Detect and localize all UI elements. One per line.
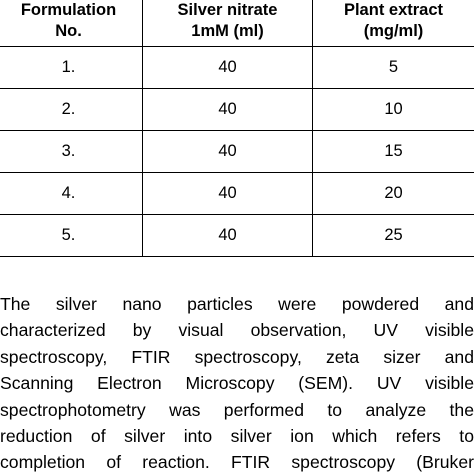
cell-plant-extract: 5 xyxy=(313,47,474,89)
cell-silver-nitrate: 40 xyxy=(143,47,313,89)
paragraph-line: spectroscopy, FTIR spectroscopy, zeta sizer and xyxy=(0,346,474,367)
cell-silver-nitrate: 40 xyxy=(143,215,313,257)
header-formulation-no xyxy=(0,0,143,47)
cell-plant-extract: 25 xyxy=(313,215,474,257)
table-body xyxy=(0,47,474,257)
table-row xyxy=(0,173,474,215)
paragraph-line: reduction of silver into silver ion which refers to xyxy=(0,426,474,447)
paragraph-line: Scanning Electron Microscopy (SEM). UV visible xyxy=(0,373,474,394)
table-row xyxy=(0,131,474,173)
header-plant-extract xyxy=(313,0,474,47)
header-text: 1mM (ml) xyxy=(191,21,264,40)
paragraph-line: spectrophotometry was performed to analyze the xyxy=(0,399,474,420)
table-row xyxy=(0,215,474,257)
header-text: (mg/ml) xyxy=(363,21,424,40)
cell-formulation-no: 1. xyxy=(0,47,143,89)
cell-plant-extract: 15 xyxy=(313,131,474,173)
table-header xyxy=(0,0,474,47)
cell-formulation-no: 4. xyxy=(0,173,143,215)
table-header-row xyxy=(0,0,474,47)
table-row xyxy=(0,47,474,89)
paragraph-line: completion of reaction. FTIR spectroscopy (Bruker xyxy=(0,452,474,473)
body-paragraph xyxy=(0,291,474,474)
cell-formulation-no: 5. xyxy=(0,215,143,257)
cell-silver-nitrate: 40 xyxy=(143,131,313,173)
cell-plant-extract: 10 xyxy=(313,89,474,131)
paragraph-line: characterized by visual observation, UV visible xyxy=(0,320,474,341)
cell-formulation-no: 3. xyxy=(0,131,143,173)
table-row xyxy=(0,89,474,131)
cell-silver-nitrate: 40 xyxy=(143,89,313,131)
paragraph-line: The silver nano particles were powdered and xyxy=(0,294,474,314)
header-text: No. xyxy=(55,21,82,40)
header-text: Plant extract xyxy=(343,0,444,19)
header-text: Formulation xyxy=(20,0,117,19)
cell-silver-nitrate: 40 xyxy=(143,173,313,215)
cell-formulation-no: 2. xyxy=(0,89,143,131)
header-text: Silver nitrate xyxy=(177,0,278,19)
cell-plant-extract: 20 xyxy=(313,173,474,215)
header-silver-nitrate xyxy=(143,0,313,47)
